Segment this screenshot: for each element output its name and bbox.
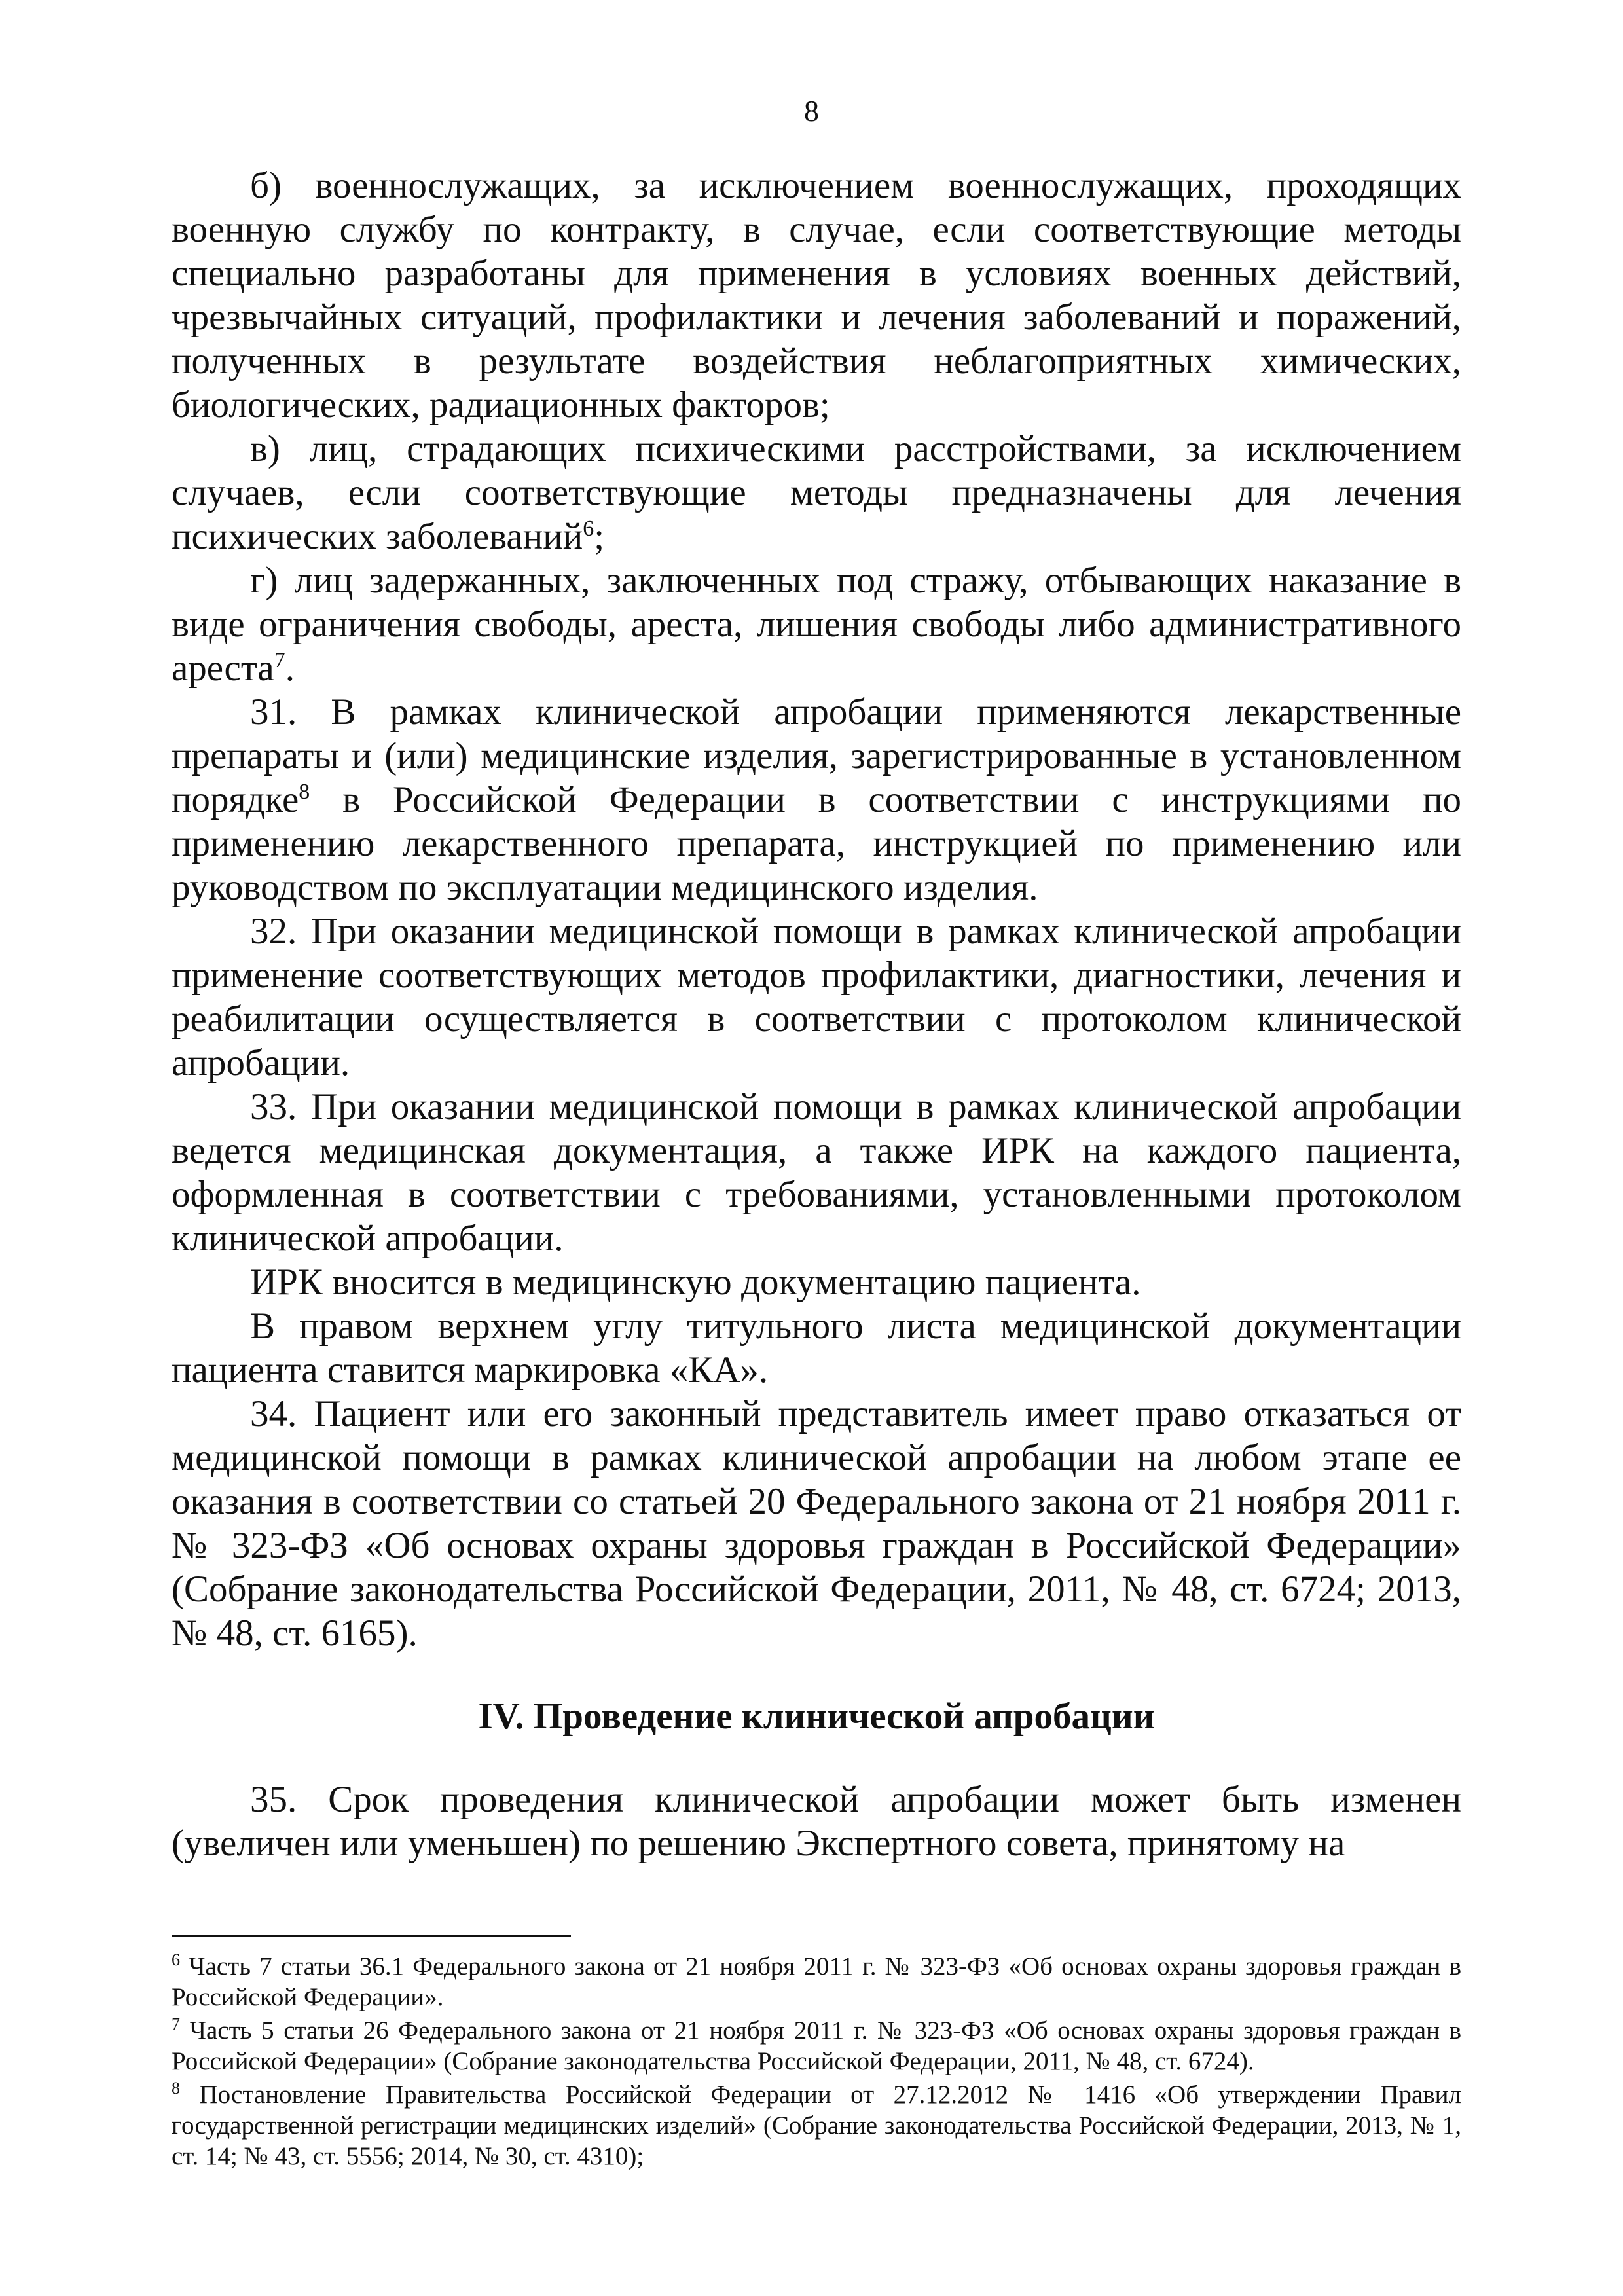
paragraph-v: в) лиц, страдающих психическими расстройствами, за исключением случаев, если соответствующие методы предназначены для лечения психических заболеваний$^6$; — [172, 428, 1461, 557]
footnote-ref-8[interactable]: 8 — [299, 780, 310, 804]
paragraph-33: 33. При оказании медицинской помощи в рамках клинической апробации ведется медицинская документация, а также ИРК на каждого пациента, оформленная в соответствии с требованиями, установленными протоколом клинической апробации. — [172, 1086, 1461, 1259]
paragraph-g: г) лиц задержанных, заключенных под стражу, отбывающих наказание в виде ограничения свободы, ареста, лишения свободы либо административного ареста$^7$. — [172, 560, 1461, 689]
footnote-ref-6[interactable]: 6 — [583, 517, 594, 541]
footnote-number: 8 — [172, 2079, 180, 2098]
footnote-number: 7 — [172, 2014, 180, 2033]
footnote-number: 6 — [172, 1950, 180, 1969]
section-heading: IV. Проведение клинической апробации — [478, 1696, 1155, 1737]
paragraph-31: 31. В рамках клинической апробации применяются лекарственные препараты и (или) медицинские изделия, зарегистрированные в установленном порядке$^8$ в Российской Федерации в соответствии с инструкциями по применению лекарственного препарата, инструкцией по применению или руководством по эксплуатации медицинского изделия. — [172, 691, 1461, 908]
footnotes — [172, 1951, 1461, 2174]
page-number: 8 — [804, 94, 819, 128]
body-text — [172, 164, 1461, 1865]
paragraph-34: 34. Пациент или его законный представитель имеет право отказаться от медицинской помощи в рамках клинической апробации на любом этапе ее оказания в соответствии со статьей 20 Федерального закона от 21 ноября 2011 г. № 323-ФЗ «Об основах охраны здоровья граждан в Российской Федерации» (Собрание законодательства Российской Федерации, 2011, № 48, ст. 6724; 2013, № 48, ст. 6165). — [172, 1393, 1461, 1654]
footnote-7: $^7$ Часть 5 статьи 26 Федерального закона от 21 ноября 2011 г. № 323-ФЗ «Об основах охраны здоровья граждан в Российской Федерации» (Собрание законодательства Российской Федерации, 2011, № 48, ст. 6724). — [172, 2014, 1462, 2075]
paragraph-32: 32. При оказании медицинской помощи в рамках клинической апробации применение соответствующих методов профилактики, диагностики, лечения и реабилитации осуществляется в соответствии с протоколом клинической апробации. — [172, 911, 1461, 1084]
paragraph-marking: В правом верхнем углу титульного листа медицинской документации пациента ставится маркировка «КА». — [172, 1305, 1461, 1391]
footnote-6: $^6$ Часть 7 статьи 36.1 Федерального закона от 21 ноября 2011 г. № 323-ФЗ «Об основах охраны здоровья граждан в Российской Федерации». — [172, 1950, 1462, 2011]
paragraph-b: б) военнослужащих, за исключением военнослужащих, проходящих военную службу по контракту, в случае, если соответствующие методы специально разработаны для применения в условиях военных действий, чрезвычайных ситуаций, профилактики и лечения заболеваний и поражений, полученных в результате воздействия неблагоприятных химических, биологических, радиационных факторов; — [172, 165, 1461, 426]
footnote-ref-7[interactable]: 7 — [274, 648, 285, 672]
paragraph-35: 35. Срок проведения клинической апробации может быть изменен (увеличен или уменьшен) по решению Экспертного совета, принятому на — [172, 1779, 1461, 1864]
paragraph-irk: ИРК вносится в медицинскую документацию пациента. — [250, 1262, 1141, 1303]
footnote-8: $^8$ Постановление Правительства Российской Федерации от 27.12.2012 № 1416 «Об утверждении Правил государственной регистрации медицинских изделий» (Собрание законодательства Российской Федерации, 2013, № 1, ст. 14; № 43, ст. 5556; 2014, № 30, ст. 4310); — [172, 2079, 1462, 2170]
footnote-divider — [172, 1935, 571, 1937]
